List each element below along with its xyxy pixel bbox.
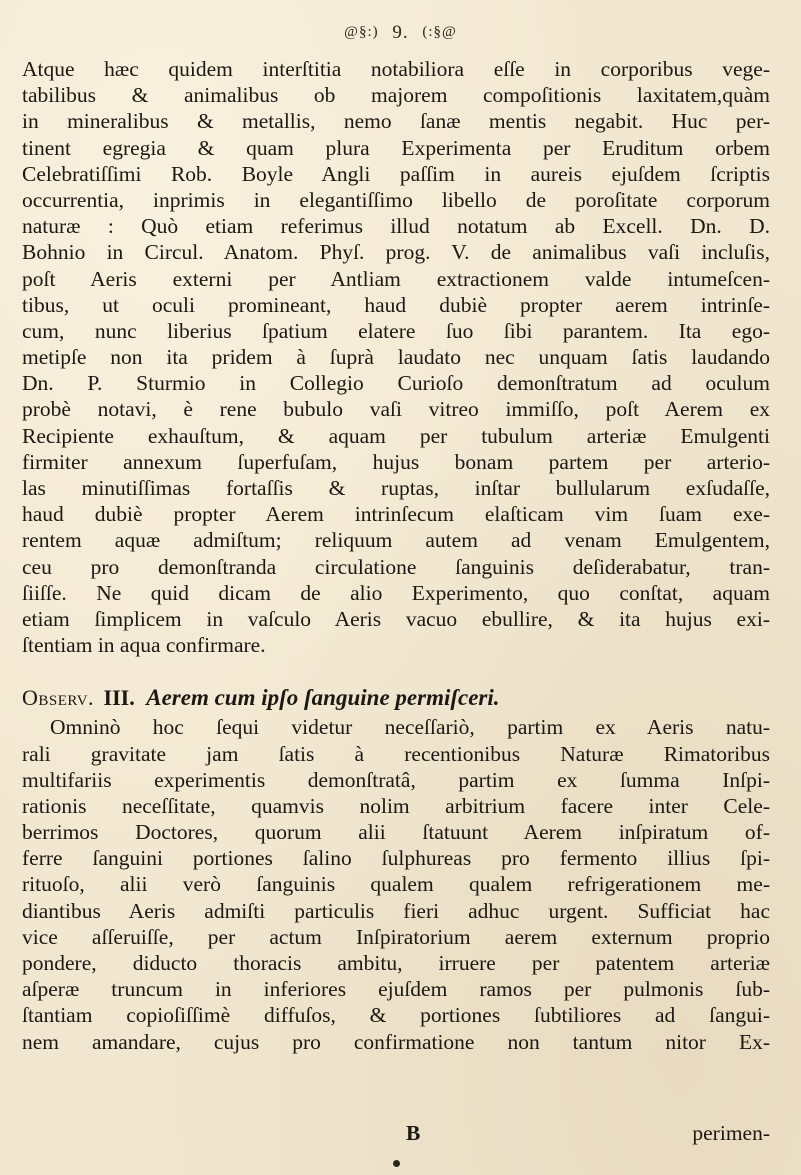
text-line: berrimos Doctores, quorum alii ſtatuunt Aerem inſpiratum of- (22, 820, 770, 845)
section-gap (22, 658, 770, 684)
text-line: Omninò hoc ſequi videtur neceſſariò, partim ex Aeris natu- (50, 715, 770, 740)
right-ornament: (:§@ (422, 24, 457, 40)
text-line: multifariis experimentis demonſtratâ, partim ex ſumma Inſpi- (22, 767, 770, 792)
text-line: vice aſſeruiſſe, per actum Inſpiratorium aerem externum proprio (22, 924, 770, 949)
page-footer (22, 1121, 770, 1149)
text-line: nem amandare, cujus pro confirmatione non tantum nitor Ex- (22, 1029, 770, 1054)
text-line: Dn. P. Sturmio in Collegio Curioſo demonſtratum ad oculum (22, 371, 770, 396)
text-line: las minutiſſimas fortaſſis & ruptas, inſtar bullularum exſudaſſe, (22, 476, 770, 500)
text-line: Recipiente exhauſtum, & aquam per tubulum arteriæ Emulgenti (22, 423, 770, 448)
page-number: 9. (392, 22, 409, 43)
text-line: probè notavi, è rene bubulo vaſi vitreo immiſſo, poſt Aerem ex (22, 397, 770, 422)
text-line: tibus, ut oculi promineant, haud dubiè propter aerem intrinſe- (22, 292, 770, 317)
text-line: rali gravitate jam ſatis à recentionibus Naturæ Rimatoribus (22, 741, 770, 766)
text-line: ſtentiam in aqua confirmare. (22, 633, 266, 658)
paragraph-2 (22, 714, 770, 1054)
paragraph-1 (22, 56, 770, 658)
text-line: in mineralibus & metallis, nemo ſanæ mentis negabit. Huc per- (22, 109, 770, 134)
observation-heading (22, 684, 770, 714)
text-line: ferre ſanguini portiones ſalino ſulphureas pro fermento illius ſpi- (22, 846, 770, 871)
text-line: ſtantiam copioſiſſimè diffuſos, & portiones ſubtiliores ad ſangui- (22, 1003, 770, 1028)
text-line: diantibus Aeris admiſti particulis fieri adhuc urgent. Sufficiat hac (22, 898, 770, 923)
observation-title: Aerem cum ipſo ſanguine permiſceri. (146, 685, 500, 711)
text-line: ceu pro demonſtranda circulatione ſanguinis deſiderabatur, tran- (22, 554, 770, 579)
text-line: haud dubiè propter Aerem intrinſecum elaſticam vim ſuam exe- (22, 502, 770, 527)
observation-label: Observ. (22, 685, 95, 711)
left-ornament: @§:) (344, 24, 379, 40)
text-line: pondere, diducto thoracis ambitu, irruere per patentem arteriæ (22, 951, 770, 975)
catchword: perimen- (692, 1121, 770, 1145)
text-line: tabilibus & animalibus ob majorem compoſitionis laxitatem,quàm (22, 83, 770, 108)
observation-number: III. (103, 685, 135, 711)
text-line: metipſe non ita pridem à ſuprà laudato nec unquam ſatis laudando (22, 345, 770, 370)
text-line: Atque hæc quidem interſtitia notabiliora eſſe in corporibus vege- (22, 57, 770, 81)
text-line: Celebratiſſimi Rob. Boyle Angli paſſim in aureis ejuſdem ſcriptis (22, 161, 770, 186)
text-line: aſperæ truncum in inferiores ejuſdem ramos per pulmonis ſub- (22, 977, 770, 1002)
text-line: Bohnio in Circul. Anatom. Phyſ. prog. V. de animalibus vaſi incluſis, (22, 240, 770, 265)
text-line: rentem aquæ admiſtum; reliquum autem ad venam Emulgentem, (22, 528, 770, 553)
text-line: poſt Aeris externi per Antliam extractionem valde intumeſcen- (22, 266, 770, 291)
ink-dot (393, 1160, 400, 1167)
text-line: rituoſo, alii verò ſanguinis qualem qualem refrigerationem me- (22, 872, 770, 897)
text-line: rationis neceſſitate, quamvis nolim arbitrium facere inter Cele- (22, 793, 770, 818)
text-line: occurrentia, inprimis in elegantiſſimo libello de poroſitate corporum (22, 187, 770, 212)
text-line: naturæ : Quò etiam referimus illud notatum ab Excell. Dn. D. (22, 214, 770, 239)
text-block (22, 56, 770, 1055)
text-line: cum, nunc liberius ſpatium elatere ſuo ſibi parantem. Ita ego- (22, 318, 770, 343)
running-head (0, 22, 801, 44)
text-line: ſiiſſe. Ne quid dicam de alio Experimento, quo conſtat, aquam (22, 580, 770, 605)
text-line: tinent egregia & quam plura Experimenta per Eruditum orbem (22, 135, 770, 160)
text-line: etiam ſimplicem in vaſculo Aeris vacuo ebullire, & ita hujus exi- (22, 606, 770, 631)
signature-mark: B (406, 1121, 421, 1145)
text-line: firmiter annexum ſuperfuſam, hujus bonam partem per arterio- (22, 449, 770, 474)
